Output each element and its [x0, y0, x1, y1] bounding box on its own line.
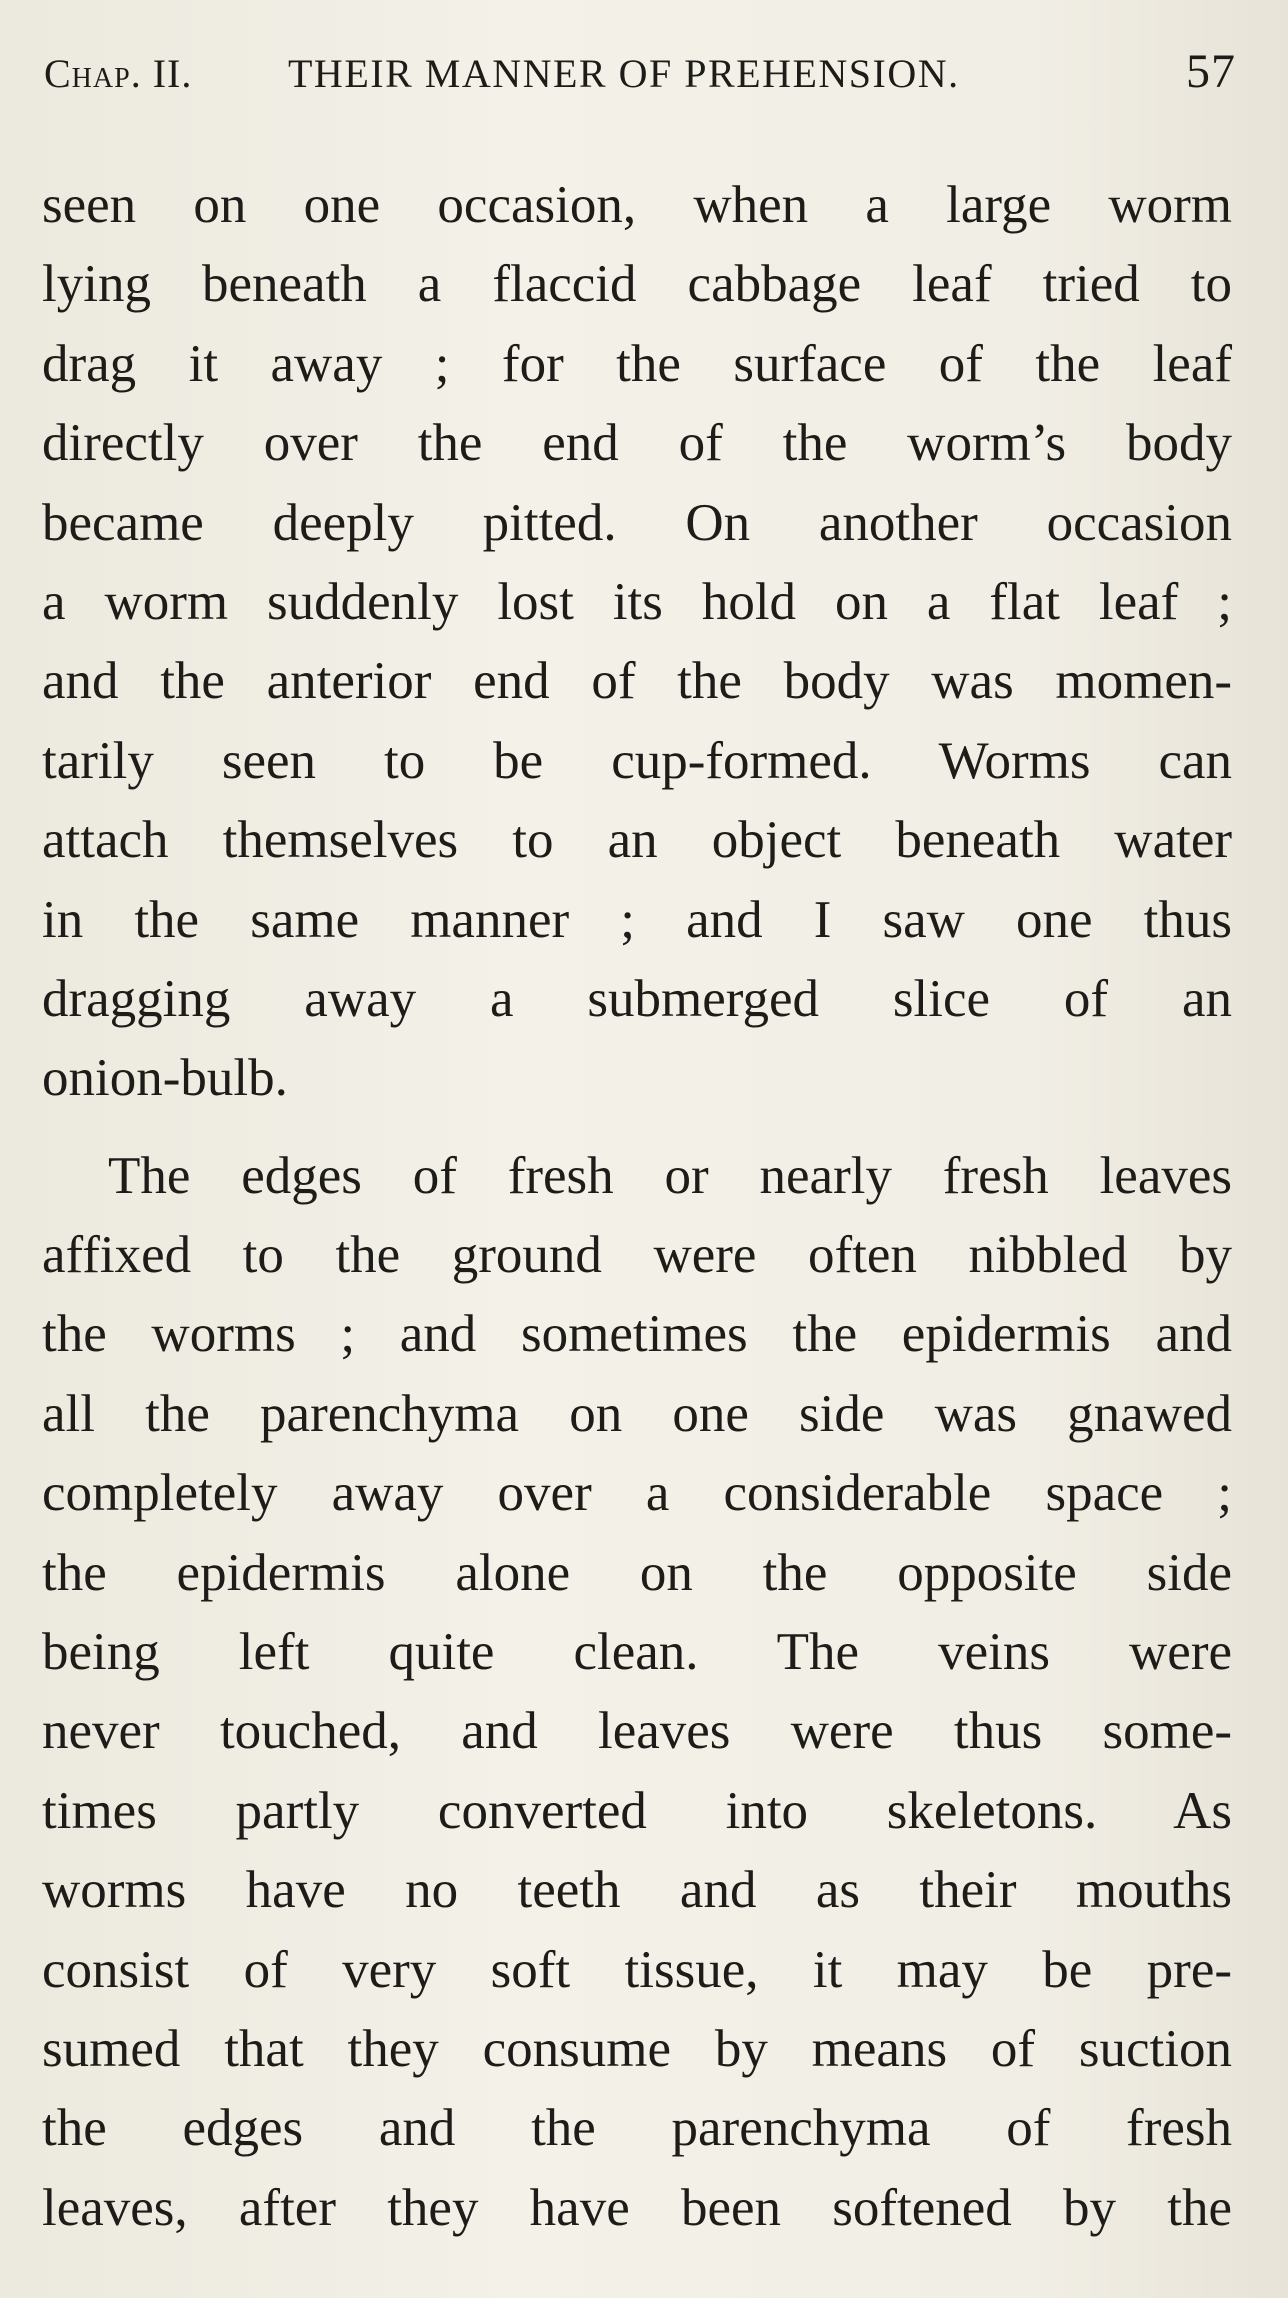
text-line: attach themselves to an object beneath water — [42, 811, 1232, 870]
text-line: the edges and the parenchyma of fresh — [42, 2099, 1232, 2158]
text-line: onion-bulb. — [42, 1049, 288, 1108]
running-head — [44, 44, 1236, 104]
text-line: tarily seen to be cup-formed. Worms can — [42, 731, 1232, 790]
text-line: in the same manner ; and I saw one thus — [42, 890, 1232, 949]
text-line: lying beneath a flaccid cabbage leaf tried to — [42, 255, 1232, 314]
body-text — [42, 166, 1232, 2248]
text-line: drag it away ; for the surface of the leaf — [42, 334, 1232, 393]
text-line: times partly converted into skeletons. As — [42, 1781, 1232, 1840]
text-line: affixed to the ground were often nibbled by — [42, 1226, 1232, 1285]
chapter-label: Chap. II. — [44, 51, 193, 96]
chapter-title: THEIR MANNER OF PREHENSION. — [288, 51, 960, 96]
text-line: directly over the end of the worm’s body — [42, 414, 1232, 473]
text-line: dragging away a submerged slice of an — [42, 969, 1232, 1028]
paragraph-1 — [42, 166, 1232, 1119]
text-line: all the parenchyma on one side was gnawed — [42, 1384, 1232, 1443]
text-line: leaves, after they have been softened by the — [42, 2178, 1232, 2237]
text-line: and the anterior end of the body was momen- — [42, 652, 1232, 711]
text-line: never touched, and leaves were thus some- — [42, 1702, 1232, 1761]
text-line: worms have no teeth and as their mouths — [42, 1861, 1232, 1920]
text-line: became deeply pitted. On another occasion — [42, 493, 1232, 552]
text-line: being left quite clean. The veins were — [42, 1623, 1232, 1682]
text-line: completely away over a considerable space ; — [42, 1464, 1232, 1523]
text-line: a worm suddenly lost its hold on a flat leaf ; — [42, 572, 1232, 631]
text-line: sumed that they consume by means of suction — [42, 2019, 1232, 2078]
text-line: the worms ; and sometimes the epidermis and — [42, 1305, 1232, 1364]
text-line: consist of very soft tissue, it may be pre- — [42, 1940, 1232, 1999]
text-line: seen on one occasion, when a large worm — [42, 176, 1232, 234]
paragraph-2 — [42, 1137, 1232, 2248]
text-line: the epidermis alone on the opposite side — [42, 1543, 1232, 1602]
text-line: The edges of fresh or nearly fresh leaves — [108, 1146, 1232, 1205]
page-number: 57 — [1186, 45, 1236, 98]
